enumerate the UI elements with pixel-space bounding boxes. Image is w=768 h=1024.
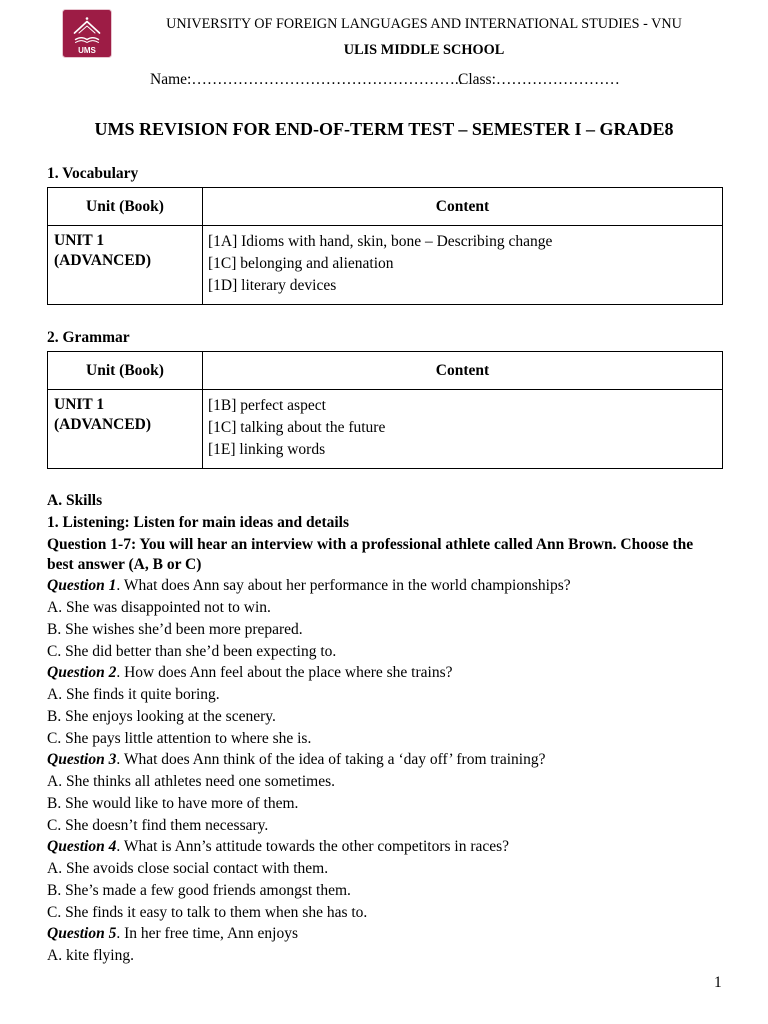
vocabulary-table — [47, 187, 723, 305]
question-5-stem — [47, 923, 693, 945]
school-name: ULIS MIDDLE SCHOOL — [343, 42, 505, 58]
question-2-text: . How does Ann feel about the place where she trains? — [116, 664, 453, 682]
grammar-unit-cell — [48, 390, 203, 468]
vocabulary-heading: 1. Vocabulary — [47, 165, 139, 182]
vocabulary-header-unit: Unit (Book) — [48, 188, 203, 226]
question-4-text: . What is Ann’s attitude towards the other competitors in races? — [116, 838, 510, 856]
vocabulary-unit-line: UNIT 1 — [54, 232, 105, 249]
listening-instructions: Question 1-7: You will hear an interview with a professional athlete called Ann Brown. Choose the — [47, 535, 694, 553]
listening-heading: 1. Listening: Listen for main ideas and details — [47, 513, 350, 531]
question-2-stem — [47, 662, 693, 684]
vocabulary-content-line: [1C] belonging and alienation — [208, 255, 394, 272]
question-5-text: . In her free time, Ann enjoys — [116, 925, 298, 943]
logo-text: UMS — [78, 46, 96, 55]
question-4-option-c: C. She finds it easy to talk to them when she has to. — [47, 903, 368, 921]
question-3-option-a: A. She thinks all athletes need one sometimes. — [47, 773, 335, 790]
question-1-option-b: B. She wishes she’d been more prepared. — [47, 620, 303, 638]
name-field: Name:…………………………………………….. — [150, 71, 463, 88]
question-1-text: . What does Ann say about her performance in the world championships? — [116, 577, 571, 595]
vocabulary-unit-line: (ADVANCED) — [54, 252, 152, 269]
question-4-option-a: A. She avoids close social contact with them. — [47, 860, 329, 877]
vocabulary-unit-cell — [48, 226, 203, 304]
grammar-content-line: [1C] talking about the future — [208, 419, 386, 436]
grammar-header-unit: Unit (Book) — [48, 352, 203, 390]
grammar-unit-line: (ADVANCED) — [54, 416, 152, 433]
grammar-content-line: [1E] linking words — [208, 441, 326, 458]
question-3-text: . What does Ann think of the idea of taking a ‘day off’ from training? — [116, 751, 546, 769]
vocabulary-content-line: [1D] literary devices — [208, 277, 337, 294]
question-1-label: Question 1 — [47, 577, 117, 595]
question-2-option-a: A. She finds it quite boring. — [47, 686, 220, 703]
vocabulary-content-cell — [203, 226, 722, 304]
question-5-option-a: A. kite flying. — [47, 947, 134, 964]
grammar-content-cell — [203, 390, 722, 468]
grammar-heading: 2. Grammar — [47, 329, 130, 346]
question-3-label: Question 3 — [47, 751, 117, 769]
document-title: UMS REVISION FOR END-OF-TERM TEST – SEMESTER I – GRADE8 — [94, 119, 674, 139]
vocabulary-content-line: [1A] Idioms with hand, skin, bone – Describing change — [208, 233, 553, 250]
grammar-content-line: [1B] perfect aspect — [208, 397, 326, 414]
question-3-option-b: B. She would like to have more of them. — [47, 794, 299, 812]
university-name: UNIVERSITY OF FOREIGN LANGUAGES AND INTERNATIONAL STUDIES - VNU — [166, 16, 682, 32]
question-4-stem — [47, 836, 693, 858]
question-2-option-c: C. She pays little attention to where she is. — [47, 729, 312, 747]
skills-section — [47, 490, 693, 967]
grammar-table — [47, 351, 723, 469]
question-4-option-b: B. She’s made a few good friends amongst them. — [47, 881, 351, 899]
vocabulary-header-content: Content — [203, 188, 722, 226]
question-1-option-a: A. She was disappointed not to win. — [47, 599, 271, 616]
question-3-stem — [47, 749, 693, 771]
question-2-label: Question 2 — [47, 664, 117, 682]
university-logo — [62, 9, 112, 58]
question-1-stem — [47, 575, 693, 597]
class-field: Class:…………………… — [458, 71, 620, 88]
grammar-unit-line: UNIT 1 — [54, 396, 105, 413]
question-3-option-c: C. She doesn’t find them necessary. — [47, 816, 269, 834]
listening-instructions: best answer (A, B or C) — [47, 556, 202, 574]
page-number: 1 — [714, 974, 722, 991]
question-1-option-c: C. She did better than she’d been expecting to. — [47, 642, 337, 660]
skills-heading: A. Skills — [47, 492, 103, 509]
grammar-header-content: Content — [203, 352, 722, 390]
question-5-label: Question 5 — [47, 925, 117, 943]
question-2-option-b: B. She enjoys looking at the scenery. — [47, 707, 276, 725]
question-4-label: Question 4 — [47, 838, 117, 856]
